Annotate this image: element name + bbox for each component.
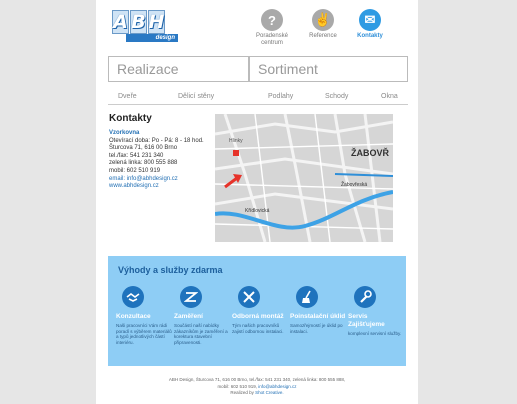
topnav-label: Kontakty	[357, 33, 383, 39]
contact-telfax: tel./fax: 541 231 340	[109, 152, 164, 159]
benefit-title: Zaměření	[174, 313, 203, 320]
benefit-title: Konzultace	[116, 313, 151, 320]
map-label-zabovreska: Žabovřeská	[341, 182, 368, 188]
measure-icon	[180, 286, 202, 308]
footer	[96, 377, 418, 397]
contact-hours: Otevírací doba: Po - Pá: 8 - 18 hod.	[109, 137, 204, 144]
category-nav	[108, 93, 408, 105]
benefit-odborna-montaz	[232, 286, 288, 334]
benefit-desc: Součástí naší nabídky zákazníkům je zaměření a korektura stavební připravenosti.	[174, 323, 228, 345]
page	[96, 0, 418, 404]
benefit-title: Odborná montáž	[232, 313, 284, 320]
contact-info	[109, 130, 204, 191]
tools-icon	[238, 286, 260, 308]
benefit-konzultace	[116, 286, 172, 345]
mail-icon: ✉	[359, 9, 381, 31]
map-label-kridlovicka: Křídlovická	[245, 208, 270, 214]
broom-icon	[296, 286, 318, 308]
topnav-label: Reference	[309, 33, 337, 39]
category-schody[interactable]: Schody	[325, 93, 349, 100]
contact-address: Šturcova 71, 616 00 Brno	[109, 145, 178, 152]
contact-heading: Vzorkovna	[109, 130, 140, 136]
benefit-servis	[348, 286, 404, 337]
contact-mobile: mobil: 602 510 919	[109, 167, 161, 174]
category-okna[interactable]: Okna	[381, 93, 398, 100]
benefit-title: Poinstalační úklid	[290, 313, 346, 320]
benefits-panel	[108, 256, 406, 366]
question-icon: ?	[261, 9, 283, 31]
wrench-icon	[354, 286, 376, 308]
logo-letter-b: B	[131, 11, 146, 33]
contact-title: Kontakty	[109, 113, 152, 124]
contact-green-line: zelená linka: 800 555 888	[109, 160, 178, 167]
site-logo[interactable]	[112, 10, 182, 46]
thumbs-up-icon: ✌	[312, 9, 334, 31]
logo-subtitle: design	[126, 34, 178, 42]
footer-realized-by: Realized by	[230, 390, 256, 395]
benefit-poinstalacni-uklid	[290, 286, 346, 334]
category-delici-steny[interactable]: Dělicí stěny	[178, 93, 215, 100]
topnav-poradenske-centrum[interactable]	[252, 9, 292, 47]
footer-line3	[96, 390, 418, 397]
map-label-hlinky: Hlinky	[229, 138, 243, 144]
benefit-desc: Samozřejmostí je úklid po instalaci.	[290, 323, 343, 334]
category-dvere[interactable]: Dveře	[118, 93, 137, 100]
benefit-desc: Tým našich pracovníků zajistí odbornou instalaci.	[232, 323, 284, 334]
footer-credit-link[interactable]: Shot Creative.	[255, 390, 284, 395]
footer-email-link[interactable]: info@abhdesign.cz	[258, 383, 297, 389]
contact-web[interactable]: www.abhdesign.cz	[109, 183, 159, 190]
map-graphic	[215, 114, 393, 242]
benefit-desc: komplexní servisní služby.	[348, 331, 402, 336]
logo-letter-a: A	[113, 11, 128, 33]
topnav-kontakty[interactable]	[350, 9, 390, 40]
location-map[interactable]	[215, 114, 393, 242]
benefit-desc: Naši pracovníci Vám rádi poradí s výběrem materiálů a typů jednotlivých částí interiéru.	[116, 323, 172, 345]
benefits-title: Výhody a služby zdarma	[118, 265, 223, 275]
benefit-zamereni	[174, 286, 230, 345]
sortiment-box[interactable]: Sortiment	[249, 56, 408, 82]
handshake-icon	[122, 286, 144, 308]
realizace-box[interactable]: Realizace	[108, 56, 249, 82]
category-podlahy[interactable]: Podlahy	[268, 93, 294, 100]
logo-letter-h: H	[148, 11, 165, 33]
topnav-label: Poradenské centrum	[255, 33, 289, 46]
footer-mobile: mobil: 602 510 919,	[217, 383, 259, 389]
topnav-reference[interactable]	[303, 9, 343, 40]
benefit-title: Servis Zajišťujeme	[348, 313, 385, 328]
map-label-zabovr: ŽABOVŘ	[351, 148, 389, 158]
contact-email[interactable]: email: info@abhdesign.cz	[109, 175, 178, 182]
footer-line1: ABH Design, Šturcova 71, 616 00 Brno, tel./fax: 541 231 340, zelená linka: 800 555 888,	[168, 377, 346, 382]
